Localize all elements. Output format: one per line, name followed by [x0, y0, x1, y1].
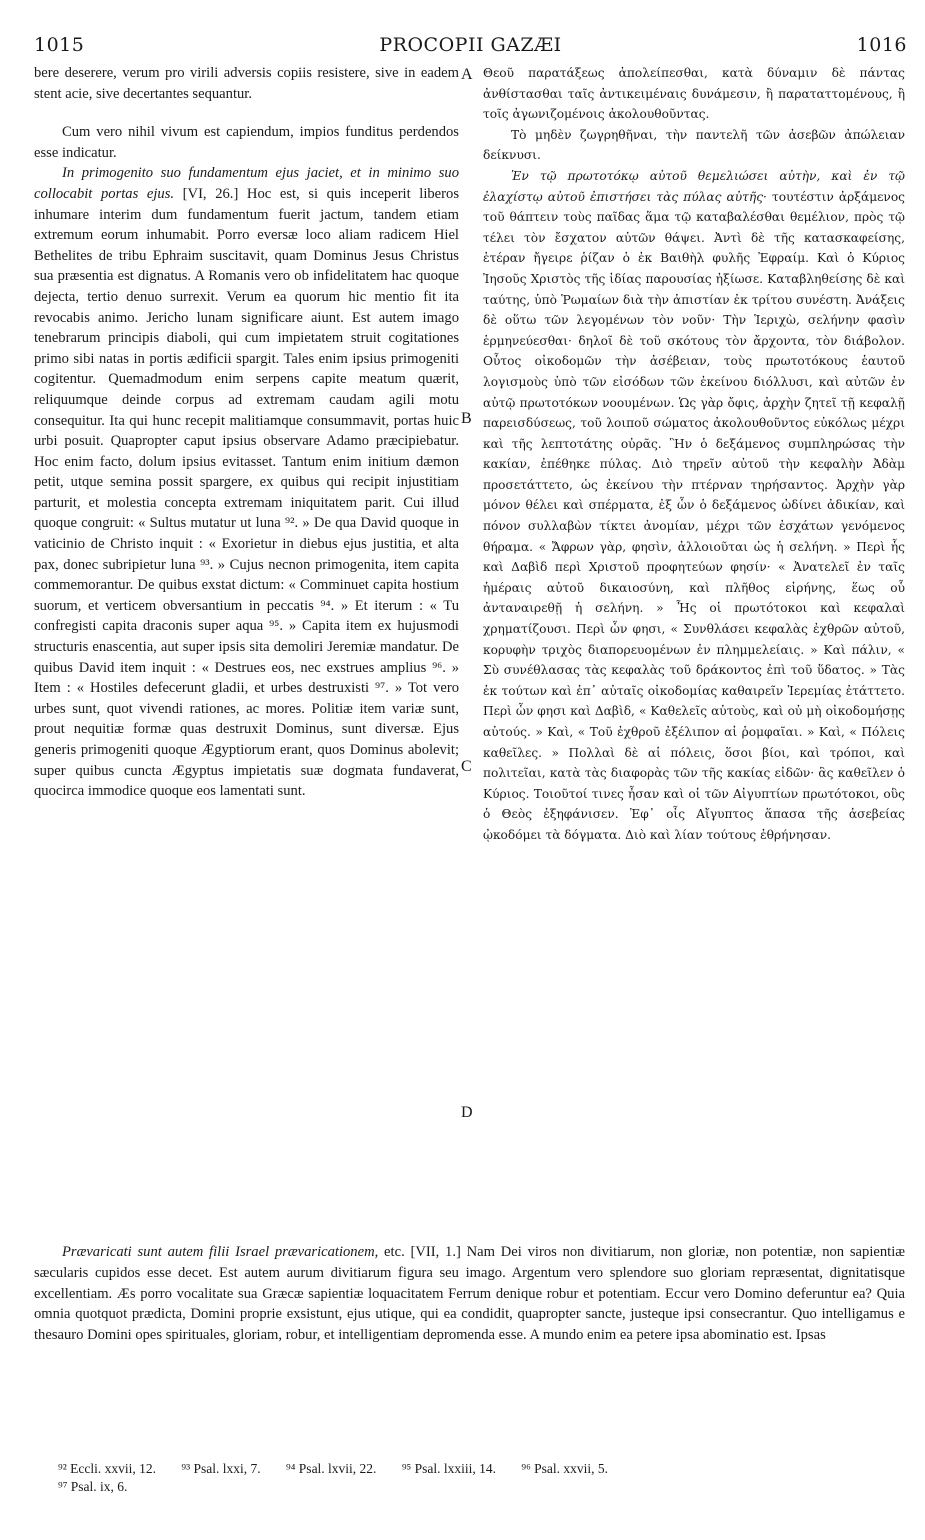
page-number-left: 1015 [34, 34, 85, 56]
footnote: ⁹³ Psal. lxxi, 7. [181, 1461, 261, 1476]
page-number-right: 1016 [856, 34, 907, 56]
footnote: ⁹² Eccli. xxvii, 12. [58, 1461, 156, 1476]
latin-column [34, 63, 459, 1235]
full-width-paragraph [34, 1242, 905, 1346]
greek-paragraph: Τὸ μηδὲν ζωγρηθῆναι, τὴν παντελῆ τῶν ἀσεβῶν ἀπώλειαν δείκνυσι. [483, 127, 905, 163]
margin-marker-d: D [461, 1104, 473, 1121]
footnote: ⁹⁵ Psal. lxxiii, 14. [401, 1461, 496, 1476]
latin-paragraph [34, 163, 459, 801]
greek-column [483, 63, 905, 1143]
latin-commentary: [VI, 26.] Hoc est, si quis inceperit liberos inhumare interim dum fundamentum fuerit jactum, tandem etiam extremum eorum inhumabit. Porro eversæ loco aliam radicem Hiel Bethelites de tribu Ephraim suscitavit, quam Dominus Jesus Christus sua præsentia est dignatus. A Romanis vero ob infidelitatem hac quoque dejecta, tertio denuo surrexit. Verum ea quorum hic mentio fit ita revocabis animo. Jericho lunam significare aiunt. Est autem imago tenebrarum principis diaboli, qui cum impietatem struit cogitationes primo sibi natas in portis ædificii spargit. Tales enim ipsius primogeniti cogitentur. Quemadmodum enim serpens capite meatum quærit, reliquumque deinde corpus ad extremam caudam agili motu consequitur. Ita qui hunc recepit malitiamque consummavit, portas huic urbi posuit. Quapropter caput ipsius observare Adamo præcipiebatur. Hoc enim facto, dolum ipsius evitasset. Tantum enim initium dæmon petit, utque semina possit spargere, ex quibus qui recipit injustitiam parturit, et molestia concepta extremam iniquitatem parit. Cui illud quoque congruit: « Sultus mutatur ut luna ⁹². » De qua David quoque in vaticinio de Christo inquit : « Exorietur in diebus ejus justitia, et alta pax, donec subripietur luna ⁹³. » Cujus necnon primogenita, item capita commemorantur. De quibus exstat dictum: « Comminuet capita hostium suorum, et verticem obversantium in peccatis ⁹⁴. » Et iterum : « Tu confregisti capita draconis super aqua ⁹⁵. » Capita item ex hujusmodi structuris enascentia, aut super ipsis sita demoliri Jeremiæ mandatur. De quibus David item inquit : « Destrues eos, nec exstrues amplius ⁹⁶. » Item : « Hostiles defecerunt gladii, et urbes destruxisti ⁹⁷. » Tot vero urbes sunt, quot vivendi rationes, ac mores. Politiæ item variæ sunt, prout nequitiæ formæ quas destruxit Dominus, sunt diversæ. Ejus generis primogeniti quoque Ægyptiorum erant, quos Dominus abolevit; super quibus cuncta Ægyptus impietatis suæ dogmata fundaverat, quocirca immodice quoque eos lamentati sunt. [34, 185, 459, 800]
margin-marker-c: C [461, 758, 472, 775]
full-lemma: Prævaricati sunt autem filii Israel prævaricationem, [62, 1244, 379, 1260]
margin-marker-b: B [461, 410, 472, 427]
latin-paragraph: bere deserere, verum pro virili adversis copiis resistere, sive in eadem stent acie, sive decertantes sequantur. [34, 65, 459, 102]
latin-lemma: In primogenito suo fundamentum ejus jaciet, et in minimo suo collocabit portas ejus. [34, 165, 459, 202]
margin-marker-a: A [461, 66, 473, 83]
greek-paragraph [483, 166, 905, 846]
running-header [34, 34, 907, 58]
footnote: ⁹⁷ Psal. ix, 6. [58, 1479, 128, 1494]
page-title: PROCOPII GAZÆI [379, 34, 562, 56]
latin-paragraph: Cum vero nihil vivum est capiendum, impios funditus perdendos esse indicatur. [34, 124, 459, 161]
footnote: ⁹⁶ Psal. xxvii, 5. [521, 1461, 609, 1476]
footnotes [58, 1460, 908, 1496]
greek-lemma: Ἐν τῷ πρωτοτόκῳ αὐτοῦ θεμελιώσει αὐτὴν, καὶ ἐν τῷ ἐλαχίστῳ αὐτοῦ ἐπιστήσει τὰς πύλας αὐτῆς· [483, 168, 905, 204]
footnote: ⁹⁴ Psal. lxvii, 22. [286, 1461, 377, 1476]
greek-paragraph: Θεοῦ παρατάξεως ἀπολείπεσθαι, κατὰ δύναμιν δὲ πάντας ἀνθίστασθαι ταῖς ἀντικειμέναις δυνάμεσιν, ἢ παραταττομένους, ἢ τοῖς ἀγωνιζομένοις ἀκολουθοῦντας. [483, 66, 905, 122]
greek-commentary: τουτέστιν ἀρξάμενος τοῦ θάπτειν τοὺς παῖδας ἅμα τῷ καταβαλέσθαι θεμέλιον, πρὸς τῷ τέλει τὸν ἔσχατον αὐτῶν θάψει. Ἀντὶ δὲ τῆς κατασκαφείσης, ἑτέραν ἤγειρε ῥίζαν ὁ ἐκ Βαιθὴλ φυλῆς Ἐφραίμ. Καὶ ὁ Κύριος Ἰησοῦς Χριστὸς τῆς ἰδίας παρουσίας ἠξίωσε. Καταβληθείσης δὲ καὶ ταύτης, ὑπὸ Ῥωμαίων διὰ τὴν ἀπιστίαν ἐκ τρίτου συνέστη. Ἀνάξεις δὲ οὕτω τῶν λεγομένων τὸν νοῦν· Τὴν Ἱεριχὼ, σελήνην φασὶν ἑρμηνεύεσθαι· δηλοῖ δὲ τοῦ σκότους τὸν ἄρχοντα, τὸν διάβολον. Οὗτος οἰκοδομῶν τὴν ἀσέβειαν, τοὺς πρωτοτόκους ἑαυτοῦ λογισμοὺς ὑπὸ τῶν εἰσόδων τῶν ἐκείνου διόλλυσι, καὶ αὐτῶν ἐν αὐτῷ πρωτοτόκων νοουμένων. Ὡς γὰρ ὄφις, ἀρχὴν ζητεῖ τῇ κεφαλῇ παρεισδύσεως, τοῦ λοιποῦ σώματος ἀκολουθοῦντος εὐκόλως μέχρι καὶ τῆς λεπτοτάτης οὐρᾶς. Ἣν ὁ δεξάμενος συμπληρώσας τὴν κακίαν, ἐπέθηκε πύλας. Διὸ τηρεῖν αὐτοῦ τὴν κεφαλὴν Ἀδὰμ προσετάττετο, ὡς ἐκείνου τὴν πτέρναν τηρήσαντος. Ἀρχὴν γὰρ μόνον θέλει καὶ σπέρματα, ἐξ ὧν ὁ δεξάμενος ὠδίνει ἀδικίαν, καὶ πόνον συλλαβὼν τίκτει ἀνομίαν, μέχρι τῶν ἐσχάτων γενόμενος θήραμα. « Ἄφρων γὰρ, φησὶν, ἀλλοιοῦται ὡς ἡ σελήνη. » Περὶ ἧς καὶ Δαβὶδ περὶ Χριστοῦ προφητεύων φησίν· « Ἀνατελεῖ ἐν ταῖς ἡμέραις αὐτοῦ δικαιοσύνη, καὶ πλῆθος εἰρήνης, ἕως οὗ ἀνταναιρεθῇ ἡ σελήνη. » Ἧς οἱ πρωτότοκοι καὶ κεφαλαὶ χρηματίζουσι. Περὶ ὧν φησι, « Συνθλάσει κεφαλὰς ἐχθρῶν αὐτοῦ, κορυφὴν τριχὸς διαπορευομένων ἐν πλημμελείαις. » Καὶ πάλιν, « Σὺ συνέθλασας τὰς κεφαλὰς τοῦ δράκοντος ἐπὶ τοῦ ὕδατος. » Τὰς ἐκ τούτων καὶ ἐπ᾽ αὐταῖς οἰκοδομίας καθαιρεῖν Ἱερεμίας ἐτάττετο. Περὶ ὧν φησι καὶ Δαβὶδ, « Καθελεῖς αὐτοὺς, καὶ οὐ μὴ οἰκοδομήσῃς αὐτούς. » Καὶ, « Τοῦ ἐχθροῦ ἐξέλιπον αἱ ῥομφαῖαι. » Καὶ, « Πόλεις καθεῖλες. » Πολλαὶ δὲ αἱ πόλεις, ὅσοι βίοι, καὶ τρόποι, καὶ πολιτεῖαι, κατὰ τὰς διαφορὰς τῶν τῆς κακίας εἰδῶν· ἃς καθεῖλεν ὁ Κύριος. Τοιοῦτοί τινες ἦσαν καὶ οἱ τῶν Αἰγυπτίων πρωτότοκοι, οὓς ὁ Θεὸς ἐξηφάνισεν. Ἐφ᾽ οἷς Αἴγυπτος ἅπασα τῆς ἀσεβείας ᾠκοδόμει τὰ δόγματα. Διὸ καὶ λίαν τούτους ἐθρήνησαν. [483, 189, 905, 842]
full-commentary: etc. [VII, 1.] Nam Dei viros non divitiarum, non gloriæ, non potentiæ, non sapientiæ sæcularis cupidos esse decet. Est autem aurum divitiarum figura seu imago. Argentum vero splendore suo gloriam repræsentat, dignitatisque excellentiam. Æs porro vocalitate sua Græcæ sapientiæ loquacitatem Ferrum denique robur et potentiam. Eccur vero Domino deferuntur ea? Quia omnia quotquot prædicta, Domini proprie exsistunt, ejus utique, qui ea condidit, quapropter sancte, justeque ipsi consecrantur. Quo intelligamus e thesauro Domini opes spirituales, gloriam, robur, et intelligentiam depromenda esse. A mundo enim ea petere ipsa abominatio est. Ipsas [34, 1244, 905, 1344]
